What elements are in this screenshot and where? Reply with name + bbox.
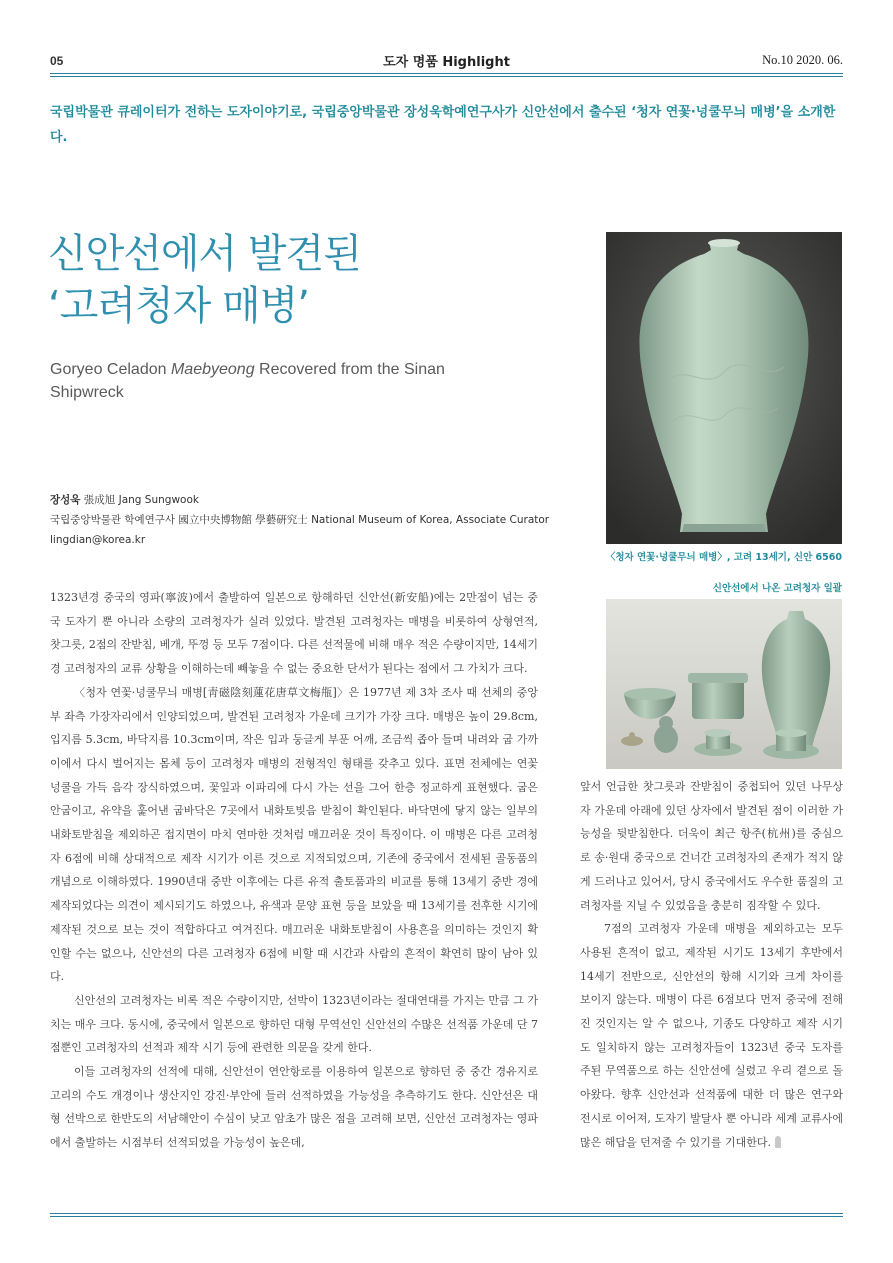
issue-info: No.10 2020. 06. <box>762 53 843 67</box>
title-line-1: 신안선에서 발견된 <box>48 231 361 277</box>
author-block <box>50 490 570 550</box>
maebyeong-illustration <box>606 232 842 544</box>
author-email[interactable]: lingdian@korea.kr <box>50 534 146 546</box>
photo-caption-2: 신안선에서 나온 고려청자 일괄 <box>712 583 842 594</box>
subtitle-part-2: Recovered from the Sinan Shipwreck <box>50 361 445 401</box>
body-paragraph-5-text: 7점의 고려청자 가운데 매병을 제외하고는 모두 사용된 흔적이 없고, 제작된 시기도 13세기 후반에서 14세기 전반으로, 신안선의 항해 시기와 크게 차이를 보이지 않는다. 매병이 다른 6점보다 먼저 중국에 전해진 것인지는 알 수 없으나, 기종도 다양하고 제작 시기도 일치하지 않는 고려청자들이 1323년 중국 도자를 주된 무역품으로 하는 신안선에 실렸고 우리 곁으로 돌아왔다. 향후 신안선과 선적품에 대한 더 많은 연구와 전시로 이어져, 도자기 발달사 뿐 아니라 세계 교류사에 많은 해답을 던져줄 수 있기를 기대한다. <box>580 922 843 1149</box>
title-line-2: ‘고려청자 매병’ <box>48 283 309 329</box>
subtitle-part-1: Goryeo Celadon <box>50 361 171 378</box>
body-paragraph-5 <box>580 917 843 1154</box>
section-title: 도자 명품 Highlight <box>383 55 510 70</box>
footer-rule <box>50 1213 843 1214</box>
footer-rule-2 <box>50 1216 843 1217</box>
article-title <box>48 228 568 332</box>
celadon-group-photo <box>606 599 842 769</box>
body-paragraph-2: 〈청자 연꽃·넝쿨무늬 매병[靑磁陰刻蓮花唐草文梅甁]〉은 1977년 제 3차 조사 때 선체의 중앙부 좌측 가장자리에서 인양되었으며, 발견된 고려청자 가운데 크기가 가장 크다. 매병은 높이 29.8cm, 입지름 5.3cm, 바닥지름 10.3cm이며, 작은 입과 둥글게 부푼 어깨, 조금씩 좁아 들며 내려와 굽 가까이에서 다시 벌어지는 몸체 등이 고려청자 매병의 전형적인 형태를 갖추고 있다. 표면 전체에는 연꽃 넝쿨을 가득 음각 장식하였으며, 꽃잎과 이파리에 다시 가는 선을 그어 한층 정교하게 표현했다. 굽은 안굽이고, 유약을 훑어낸 굽바닥은 7곳에서 내화토빚음 받침이 확인된다. 바닥면에 닿지 않는 일부의 내화토받침을 제외하곤 접지면이 마치 연마한 것처럼 매끄러운 것이 특징이다. 이 매병은 다른 고려청자 6점에 비해 상대적으로 제작 시기가 이른 것으로 지적되었으며, 기존에 중국에서 전세된 골동품의 개념으로 이해하였다. 1990년대 중반 이후에는 다른 유적 출토품과의 비교를 통해 13세기 중반 경에 제작되었다는 의견이 제시되기도 하였으나, 유색과 문양 표현 등을 보았을 때 13세기를 전후한 시기에 제작된 것으로 보는 것이 적합하다고 여겨진다. 매끄러운 내화토받침이 사용흔을 의미하는 것인지 확인할 수는 없으나, 신안선의 다른 고려청자 6점에 비할 때 시간과 사람의 흔적이 확연히 많이 남아 있다. <box>50 685 538 984</box>
author-affiliation: 국립중앙박물관 학예연구사 國立中央博物館 學藝硏究士 National Museum of Korea, Associate Curator <box>50 514 550 526</box>
page-number: 05 <box>50 54 64 68</box>
article-body-side <box>580 775 843 1154</box>
article-subtitle-en <box>50 358 520 404</box>
celadon-group-illustration <box>606 599 842 769</box>
intro-text: 국립박물관 큐레이터가 전하는 도자이야기로, 국립중앙박물관 장성욱학예연구사가 신안선에서 출수된 ‘청자 연꽃·넝쿨무늬 매병’을 소개한다. <box>50 105 836 145</box>
photo-caption-1: 〈청자 연꽃·넝쿨무늬 매병〉, 고려 13세기, 신안 6560 <box>605 552 842 563</box>
author-name: 장성욱 <box>50 494 81 506</box>
body-paragraph-1: 1323년경 중국의 영파(寧波)에서 출발하여 일본으로 항해하던 신안선(新安船)에는 2만점이 넘는 중국 도자기 뿐 아니라 소량의 고려청자가 실려 있었다. 발견된 고려청자는 매병을 비롯하여 상형연적, 찻그릇, 2점의 잔받침, 베개, 뚜껑 등 모두 7점이다. 다른 선적물에 비해 매우 적은 수량이지만, 14세기경 고려청자의 교류 상황을 이해하는데 빼놓을 수 없는 중요한 단서가 된다는 점에서 그 가치가 크다. <box>50 591 538 676</box>
header-rule-2 <box>50 76 843 77</box>
maebyeong-photo <box>606 232 842 544</box>
end-mark-icon <box>775 1136 781 1148</box>
subtitle-italic: Maebyeong <box>170 361 255 378</box>
article-body-main <box>50 586 538 1155</box>
body-paragraph-3: 신안선의 고려청자는 비록 적은 수량이지만, 선박이 1323년이라는 절대연대를 가지는 만큼 그 가치는 매우 크다. 동시에, 중국에서 일본으로 향하던 대형 무역선인 신안선의 수많은 선적품 가운데 단 7점뿐인 고려청자의 선적과 제작 시기 등에 관련한 의문을 갖게 한다. <box>50 993 538 1055</box>
body-paragraph-4: 이들 고려청자의 선적에 대해, 신안선이 연안항로를 이용하여 일본으로 향하던 중 중간 경유지로 고리의 수도 개경이나 생산지인 강진·부안에 들러 선적하였을 가능성을 추측하기도 한다. 신안선은 대형 선박으로 한반도의 서남해안이 수심이 낮고 암초가 많은 점을 고려해 보면, 신안선 고려청자는 영파에서 출발하는 시점부터 선적되었을 가능성이 높은데, <box>50 1065 538 1150</box>
header-rule <box>50 73 843 74</box>
author-name-rest: 張成旭 Jang Sungwook <box>80 494 199 506</box>
body-paragraph-4-continued: 앞서 언급한 찻그릇과 잔받침이 중첩되어 있던 나무상자 가운데 아래에 있던 상자에서 발견된 점이 이러한 가능성을 뒷받침한다. 더욱이 최근 항주(杭州)를 중심으로 송·원대 중국으로 건너간 고려청자의 존재가 적지 않게 드러나고 있어서, 당시 중국에서도 우수한 품질의 고려청자를 지닐 수 있었음을 충분히 짐작할 수 있다. <box>580 780 843 912</box>
author-name-line <box>50 490 570 510</box>
